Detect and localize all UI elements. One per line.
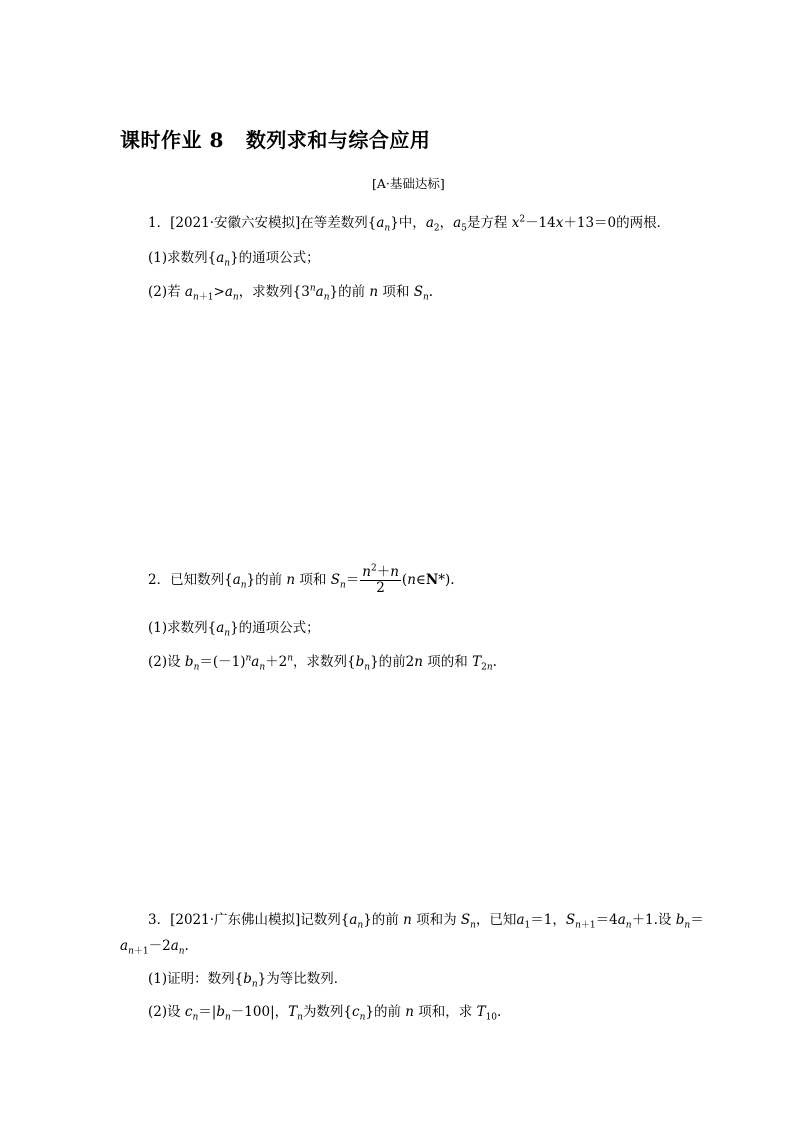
q1-part2: (2)若 $a_{n+1}>a_n$，求数列$\{3^na_n\}$的前 n 项和 $S_n$. [148,283,434,303]
q3-statement-cont: $a_{n+1}-2a_n$. [120,938,189,957]
section-heading: [A·基础达标] [372,176,445,191]
q1-part1: (1)求数列$\{a_n\}$的通项公式； [148,250,320,269]
q1-statement: 1．[2021·安徽六安模拟]在等差数列$\{a_n\}$中，$a_2$，$a_5$是方程 $x^2-14x+13=0$的两根． [148,214,671,234]
q3-part2: (2)设 $c_n=|b_n-100|$，$T_n$为数列$\{c_n\}$的前 n 项和，求 $T_{10}$. [148,1004,502,1023]
q2-statement: 2．已知数列$\{a_n\}$的前 n 项和 $S_n=$ $\frac{n^2+n}{2}$ (n∈N*). [148,563,455,596]
page-title: 课时作业 8 数列求和与综合应用 [120,128,431,152]
q3-part1: (1)证明：数列$\{b_n\}$为等比数列． [148,971,348,990]
q2-part2: (2)设 $b_n=(-1)^na_n+2^n$，求数列$\{b_n\}$的前2n 项的和 $T_{2n}$. [148,653,497,673]
sum-fraction: $\frac{n^2+n}{2}$ [362,563,399,596]
q2-part1: (1)求数列$\{a_n\}$的通项公式； [148,620,320,639]
q3-statement: 3．[2021·广东佛山模拟]记数列$\{a_n\}$的前 n 项和为 $S_n$，已知$a_1=1$，$S_{n+1}=4a_n+1$.设 $b_n=$ [148,912,704,931]
